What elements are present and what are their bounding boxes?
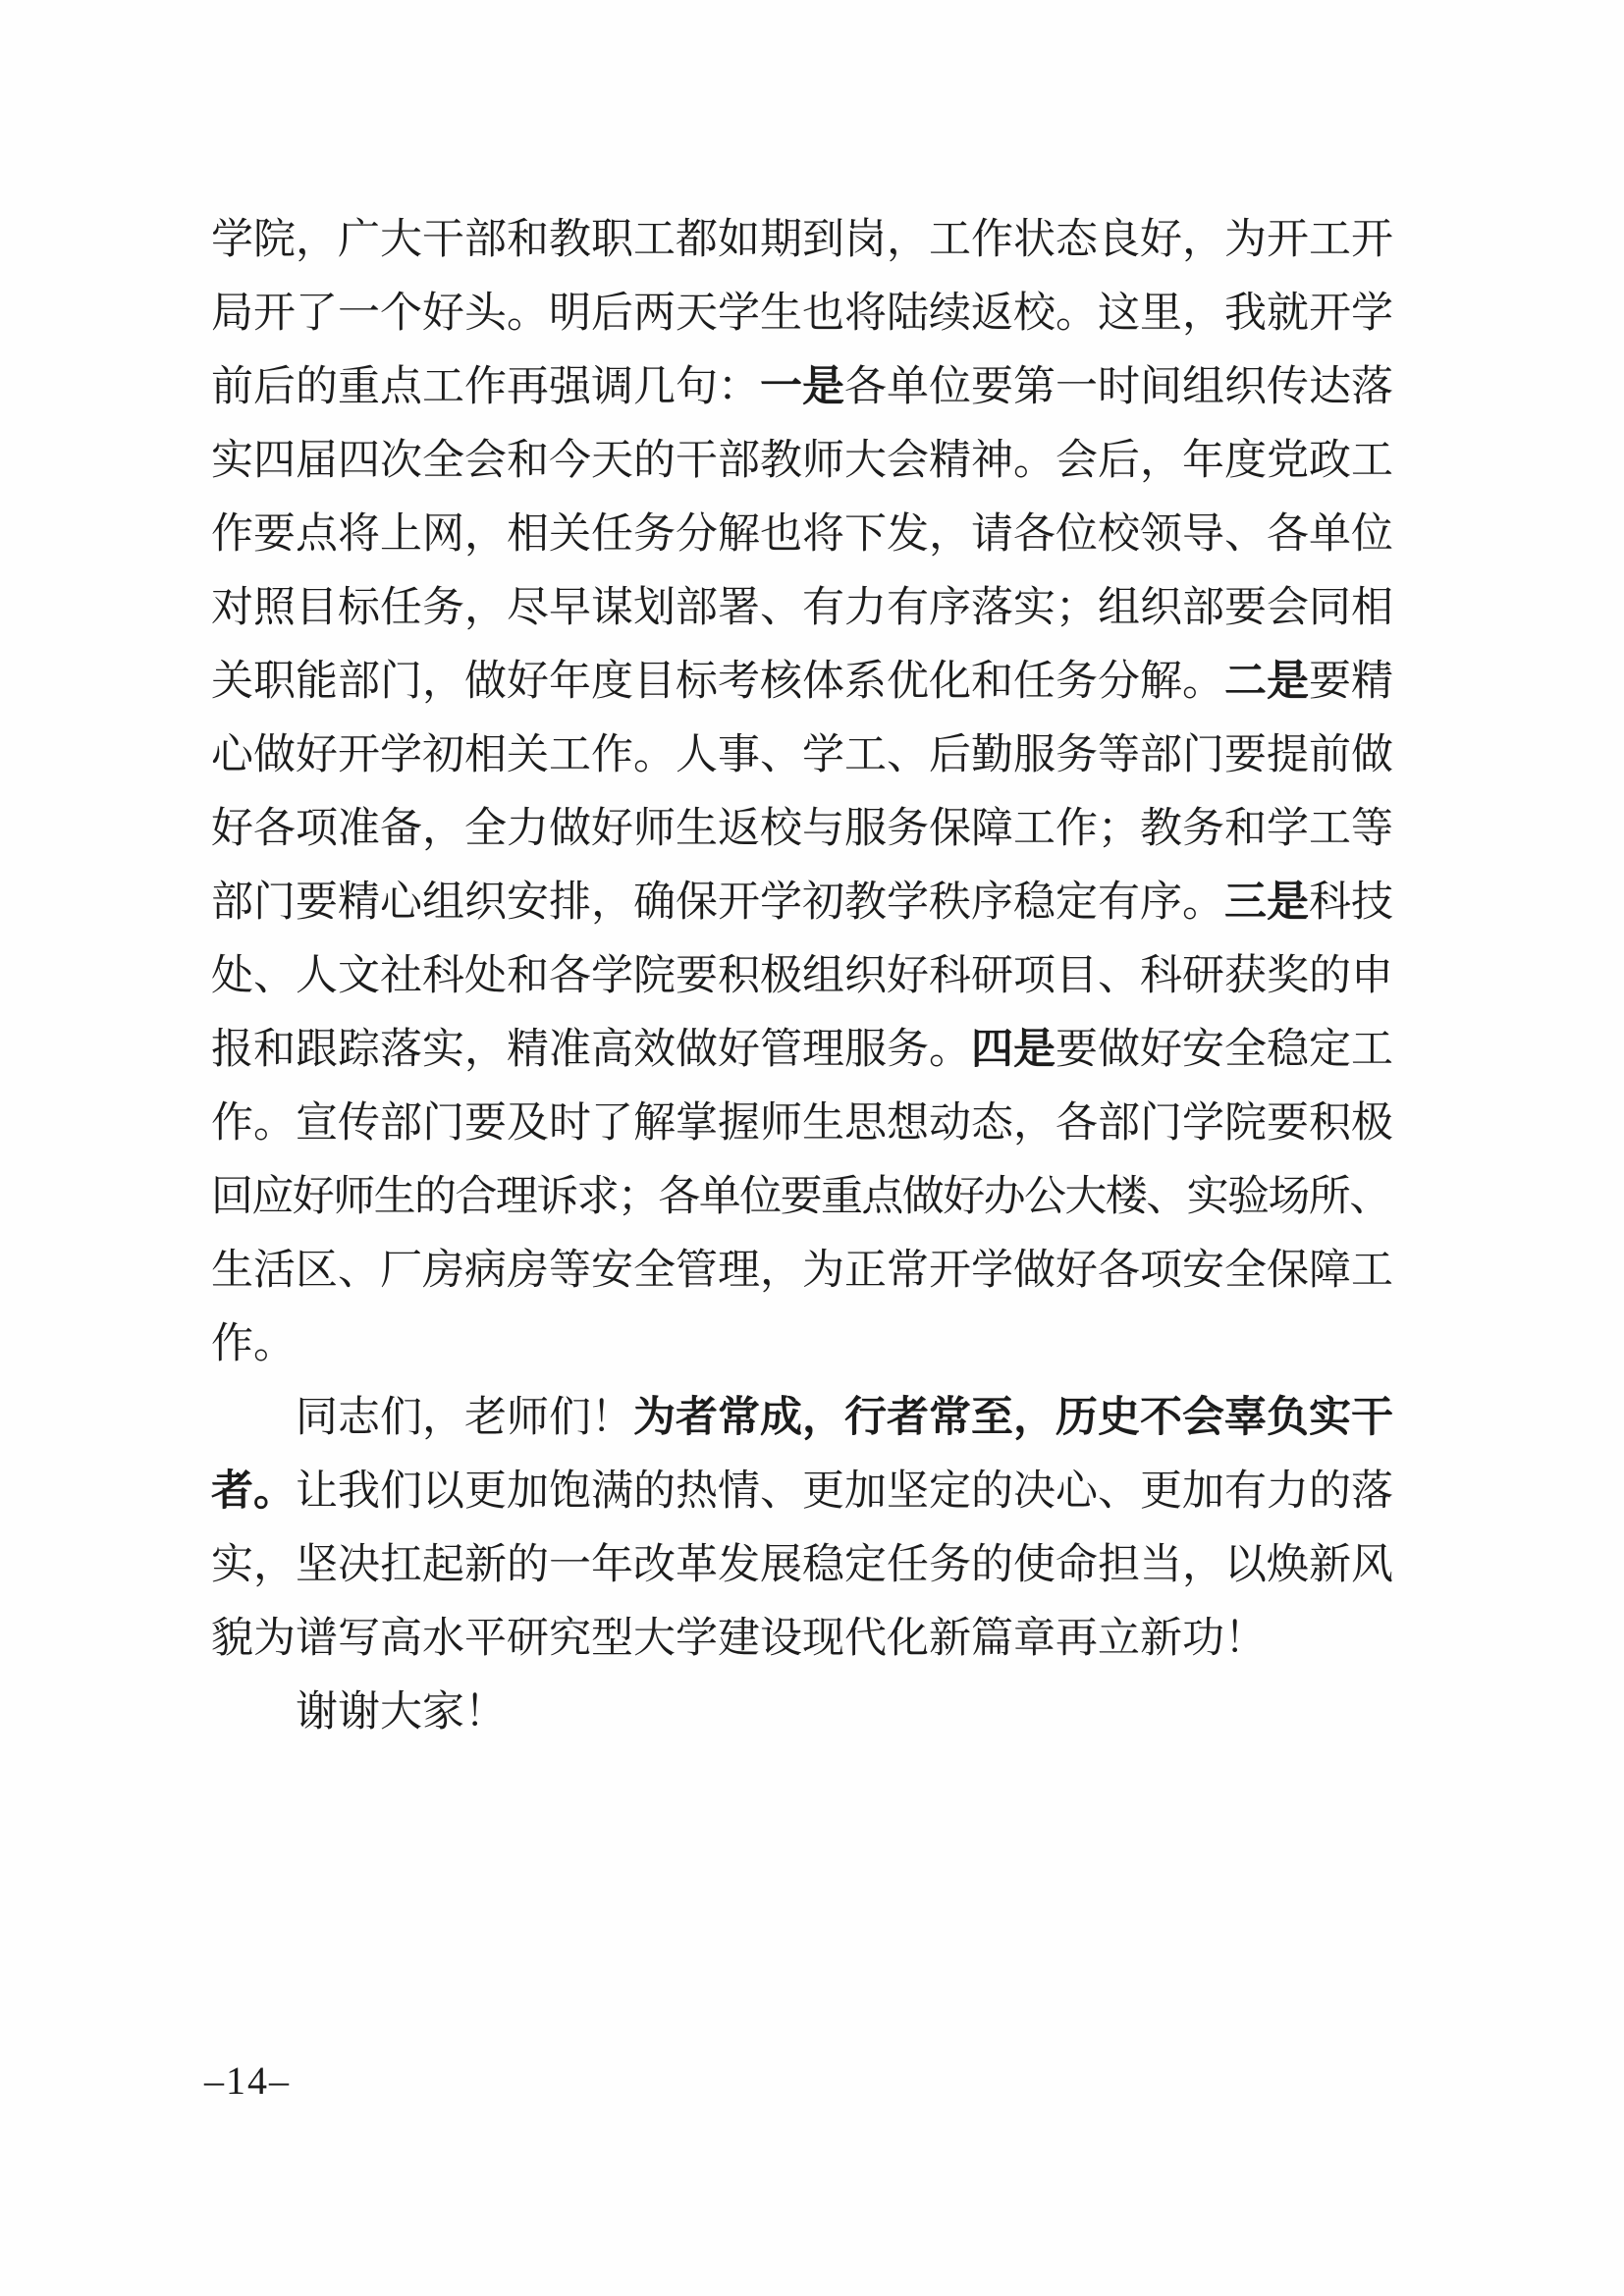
text-line	[211, 1528, 1393, 1602]
text-line	[211, 1676, 1389, 1749]
emphasis-text: 二是	[1224, 659, 1309, 705]
text-line	[211, 1381, 1393, 1455]
text-line	[211, 645, 1393, 719]
text-segment: 让我们以更加饱满的热情、更加坚定的决心、更加有力的落	[296, 1468, 1393, 1515]
text-line	[211, 1087, 1393, 1160]
text-segment: 学院，广大干部和教职工都如期到岗，工作状态良好，为开工开	[211, 217, 1393, 263]
text-segment: 处、人文社科处和各学院要积极组织好科研项目、科研获奖的申	[211, 953, 1393, 999]
text-line	[211, 571, 1393, 645]
text-segment: 科技	[1309, 880, 1393, 926]
text-segment: 好各项准备，全力做好师生返校与服务保障工作；教务和学工等	[211, 806, 1393, 852]
text-segment: 貌为谱写高水平研究型大学建设现代化新篇章再立新功！	[211, 1616, 1267, 1662]
text-segment: 报和跟踪落实，精准高效做好管理服务。	[211, 1027, 971, 1073]
text-segment: 实四届四次全会和今天的干部教师大会精神。会后，年度党政工	[211, 438, 1393, 484]
text-line	[211, 1160, 1389, 1234]
emphasis-text: 四是	[971, 1027, 1056, 1073]
text-line	[211, 1013, 1393, 1087]
text-segment: 前后的重点工作再强调几句：	[211, 364, 760, 410]
text-segment: 关职能部门，做好年度目标考核体系优化和任务分解。	[211, 659, 1224, 705]
text-segment: 谢谢大家！	[296, 1689, 507, 1735]
text-line	[211, 1308, 1389, 1381]
text-segment: 作。	[211, 1321, 296, 1367]
text-segment: 要做好安全稳定工	[1056, 1027, 1393, 1073]
text-line	[211, 866, 1393, 939]
text-segment: 各单位要第一时间组织传达落	[844, 364, 1393, 410]
emphasis-text: 一是	[760, 364, 844, 410]
text-line	[211, 792, 1393, 866]
text-segment: 作。宣传部门要及时了解掌握师生思想动态，各部门学院要积极	[211, 1100, 1393, 1147]
text-line	[211, 350, 1393, 424]
text-line	[211, 719, 1393, 792]
text-line	[211, 277, 1393, 350]
text-segment: 同志们，老师们！	[296, 1395, 633, 1441]
text-segment: 部门要精心组织安排，确保开学初教学秩序稳定有序。	[211, 880, 1224, 926]
text-line	[211, 1234, 1393, 1308]
text-segment: 生活区、厂房病房等安全管理，为正常开学做好各项安全保障工	[211, 1248, 1393, 1294]
text-line	[211, 1455, 1393, 1528]
text-segment: 要精	[1309, 659, 1393, 705]
emphasis-text: 者。	[211, 1468, 296, 1515]
text-line	[211, 1602, 1389, 1676]
emphasis-text: 为者常成，行者常至，历史不会辜负实干	[633, 1395, 1393, 1441]
text-line	[211, 424, 1393, 498]
text-line	[211, 939, 1393, 1013]
text-segment: 作要点将上网，相关任务分解也将下发，请各位校领导、各单位	[211, 511, 1393, 558]
emphasis-text: 三是	[1224, 880, 1309, 926]
text-segment: 对照目标任务，尽早谋划部署、有力有序落实；组织部要会同相	[211, 585, 1393, 631]
text-segment: 回应好师生的合理诉求；各单位要重点做好办公大楼、实验场所、	[211, 1174, 1390, 1220]
text-line	[211, 203, 1393, 277]
text-segment: 心做好开学初相关工作。人事、学工、后勤服务等部门要提前做	[211, 732, 1393, 778]
text-segment: 局开了一个好头。明后两天学生也将陆续返校。这里，我就开学	[211, 291, 1393, 337]
text-segment: 实，坚决扛起新的一年改革发展稳定任务的使命担当，以焕新风	[211, 1542, 1393, 1588]
document-body	[211, 203, 1393, 1749]
page-number: –14–	[204, 2058, 291, 2103]
text-line	[211, 498, 1393, 571]
